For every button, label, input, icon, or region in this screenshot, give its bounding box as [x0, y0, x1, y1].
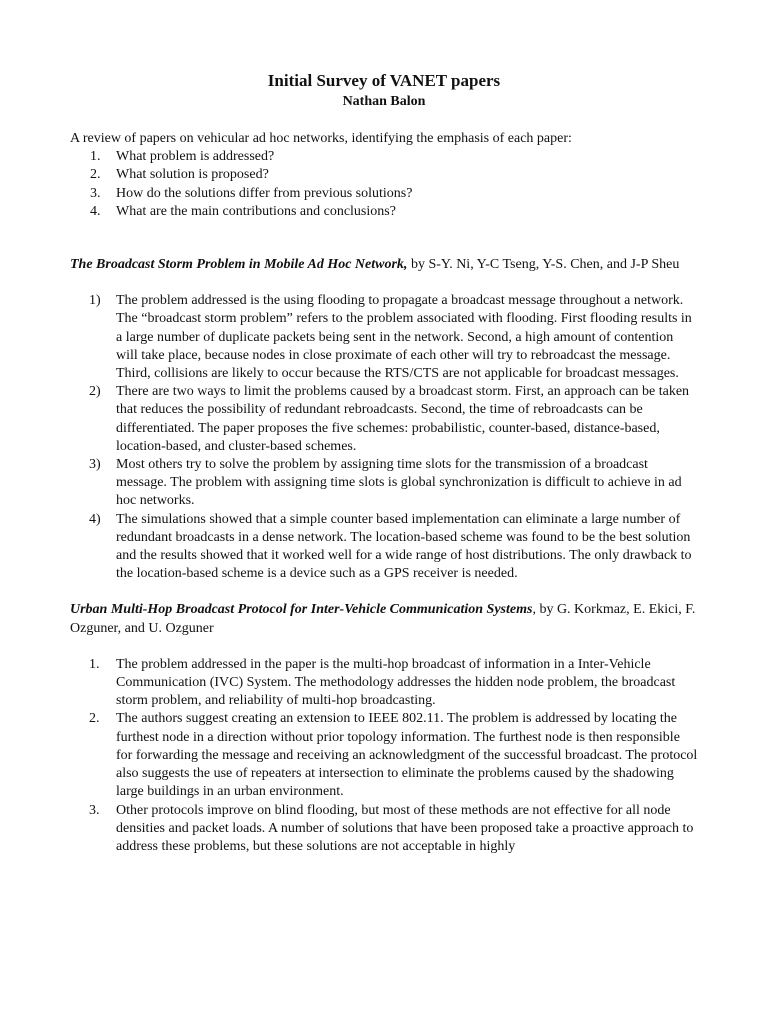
- answer-number: 1): [89, 293, 101, 309]
- question-text: What are the main contributions and conclusions?: [116, 203, 396, 219]
- paper-authors: by S-Y. Ni, Y-C Tseng, Y-S. Chen, and J-P Sheu: [407, 257, 680, 273]
- answer-text: Other protocols improve on blind flooding, but most of these methods are not effective for all node densities and packet loads. A number of solutions that have been proposed take a proactive approach to address these problems, but these solutions are not acceptable in highly: [116, 802, 694, 854]
- answer-text: The simulations showed that a simple counter based implementation can eliminate a large number of redundant broadcasts in a dense network. The location-based scheme was found to be the best solution and the results showed that it worked well for a wide range of host distributions. The only drawback to the location-based scheme is a device such as a GPS receiver is needed.: [116, 511, 692, 582]
- answer-item: [89, 656, 698, 711]
- question-number: 1.: [90, 149, 101, 165]
- paper-heading: [70, 256, 698, 274]
- question-text: How do the solutions differ from previous solutions?: [116, 185, 413, 201]
- answer-item: [89, 456, 698, 511]
- paper-authors: , by G. Korkmaz, E. Ekici, F. Ozguner, and U. Ozguner: [70, 602, 696, 636]
- answer-text: The authors suggest creating an extension to IEEE 802.11. The problem is addressed by locating the furthest node in a direction without prior topology information. The furthest node is then responsible for forwarding the message and receiving an acknowledgment of the successful broadcast. The protocol also suggests the use of repeaters at intersection to eliminate the problems caused by the shadowing large buildings in an urban environment.: [116, 711, 698, 800]
- question-item: [90, 148, 698, 166]
- question-number: 2.: [90, 167, 101, 183]
- answer-number: 4): [89, 511, 101, 527]
- answer-number: 2): [89, 384, 101, 400]
- question-item: [90, 203, 698, 221]
- question-item: [90, 185, 698, 203]
- paper-answer-list: [70, 656, 698, 856]
- question-text: What problem is addressed?: [116, 149, 275, 165]
- answer-text: There are two ways to limit the problems caused by a broadcast storm. First, an approach can be taken that reduces the possibility of redundant rebroadcasts. Second, the time of rebroadcasts can be differentiated. The paper proposes the five schemes: probabilistic, counter-based, distance-based, location-based, and cluster-based schemes.: [116, 384, 690, 454]
- answer-text: The problem addressed is the using flooding to propagate a broadcast message throughout a network. The “broadcast storm problem” refers to the problem associated with flooding. First flooding results in a large number of duplicate packets being sent in the network. Second, a high amount of contention will take place, because nodes in close proximate of each other will try to rebroadcast the message. Third, collisions are likely to occur because the RTS/CTS are not applicable for broadcast messages.: [116, 293, 692, 382]
- answer-item: [89, 511, 698, 584]
- paper-title: Urban Multi-Hop Broadcast Protocol for Inter-Vehicle Communication Systems: [70, 602, 533, 618]
- answer-item: [89, 710, 698, 801]
- paper-heading: [70, 601, 698, 637]
- paper-title: The Broadcast Storm Problem in Mobile Ad Hoc Network,: [70, 257, 408, 273]
- answer-text: Most others try to solve the problem by assigning time slots for the transmission of a broadcast message. The problem with assigning time slots is global synchronization is difficult to achieve in ad hoc networks.: [116, 457, 682, 509]
- answer-number: 2.: [89, 711, 100, 727]
- answer-item: [89, 802, 698, 857]
- answer-number: 1.: [89, 656, 100, 672]
- answer-item: [89, 383, 698, 456]
- question-item: [90, 166, 698, 184]
- document-title: Initial Survey of VANET papers: [267, 71, 501, 90]
- paper-answer-list: [70, 292, 698, 583]
- answer-number: 3.: [89, 802, 100, 818]
- question-list: [70, 148, 698, 221]
- question-number: 3.: [90, 185, 101, 201]
- question-text: What solution is proposed?: [116, 167, 269, 183]
- answer-number: 3): [89, 457, 101, 473]
- question-number: 4.: [90, 203, 101, 219]
- answer-item: [89, 292, 698, 383]
- answer-text: The problem addressed in the paper is the multi-hop broadcast of information in a Inter-Vehicle Communication (IVC) System. The methodology addresses the hidden node problem, the broadcast storm problem, and reliability of multi-hop broadcasting.: [116, 656, 676, 709]
- document-author: Nathan Balon: [342, 94, 426, 109]
- intro-paragraph: A review of papers on vehicular ad hoc networks, identifying the emphasis of each paper:: [70, 131, 572, 146]
